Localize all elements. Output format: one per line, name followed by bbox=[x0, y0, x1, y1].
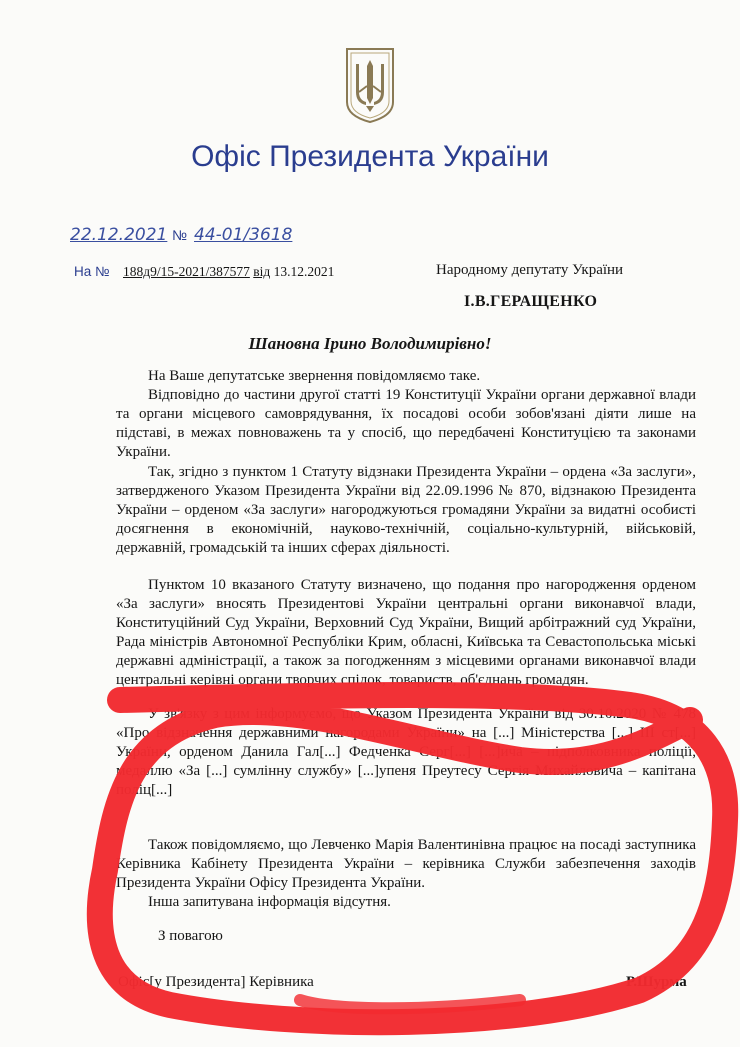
body-paragraph-partially-obscured: У зв'язку з цим інформуємо, що Указом Президента України від 30.10.2020 № 478 «Про відзначення державними нагородами України» на [...] Міністерства [...] III ст[...] України, орденом Данила Гал[...] Федченка Серг[...] [...]ича – підполковника поліції, медаллю «За [...] сумлінну службу» [...]упеня Преутесу Сергія Михайловича – капітана поліц[...] bbox=[116, 706, 696, 798]
body-paragraph: Також повідомляємо, що Левченко Марія Валентинівна працює на посаді заступника Керівника Кабінету Президента України – керівника Служби забезпечення заходів Президента України Офісу Президента України. bbox=[116, 837, 696, 891]
body-paragraph: Пунктом 10 вказаного Статуту визначено, що подання про нагородження орденом «За заслуги» вносять Президентові України центральні органи виконавчої влади, Конституційний Суд України, Верховний Суд України, Вищий арбітражний суд України, Рада міністрів Автономної Республіки Крим, обласні, Київська та Севастопольська міські державні адміністрації, а також за погодженням з місцевими органами виконавчої влади центральні керівні органи творчих спілок, товариств, об'єднань громадян. bbox=[116, 577, 696, 688]
reference-date: 13.12.2021 bbox=[273, 264, 335, 279]
body-paragraph: На Ваше депутатське звернення повідомляємо таке. bbox=[148, 368, 481, 384]
addressee-name: І.В.ГЕРАЩЕНКО bbox=[464, 293, 598, 310]
reference-label: На № bbox=[74, 264, 110, 279]
reference-number: 188д9/15-2021/387577 bbox=[123, 264, 250, 279]
signatory-name: Р.Шурма bbox=[626, 974, 687, 990]
registration-number-label: № bbox=[172, 227, 188, 243]
office-title: Офіс Президента України bbox=[191, 140, 549, 173]
reference-from: від bbox=[253, 264, 271, 279]
body-paragraph: Інша запитувана інформація відсутня. bbox=[148, 894, 391, 910]
registration-number: 44-01/3618 bbox=[194, 225, 293, 245]
addressee-title: Народному депутату України bbox=[436, 262, 624, 278]
body-paragraph: Відповідно до частини другої статті 19 Конституції України органи державної влади та органи місцевого самоврядування, їх посадові особи зобов'язані діяти лише на підставі, в межах повноважень та у спосіб, що передбачені Конституцією та законами України. bbox=[116, 387, 696, 460]
closing-regards: З повагою bbox=[158, 928, 223, 944]
signatory-position: Офіс[у Президента] Керівника bbox=[118, 974, 314, 990]
salutation: Шановна Ірино Володимирівно! bbox=[248, 334, 492, 353]
body-paragraph: Так, згідно з пунктом 1 Статуту відзнаки Президента України – ордена «За заслуги», затвердженого Указом Президента України від 22.09.1996 № 870, відзнакою Президента України – орденом «За заслуги» нагороджуються громадяни України за видатні особисті досягнення в економічній, науково-технічній, соціально-культурній, військовій, державній, громадській та інших сферах діяльності. bbox=[116, 464, 696, 556]
registration-date: 22.12.2021 bbox=[70, 225, 168, 245]
